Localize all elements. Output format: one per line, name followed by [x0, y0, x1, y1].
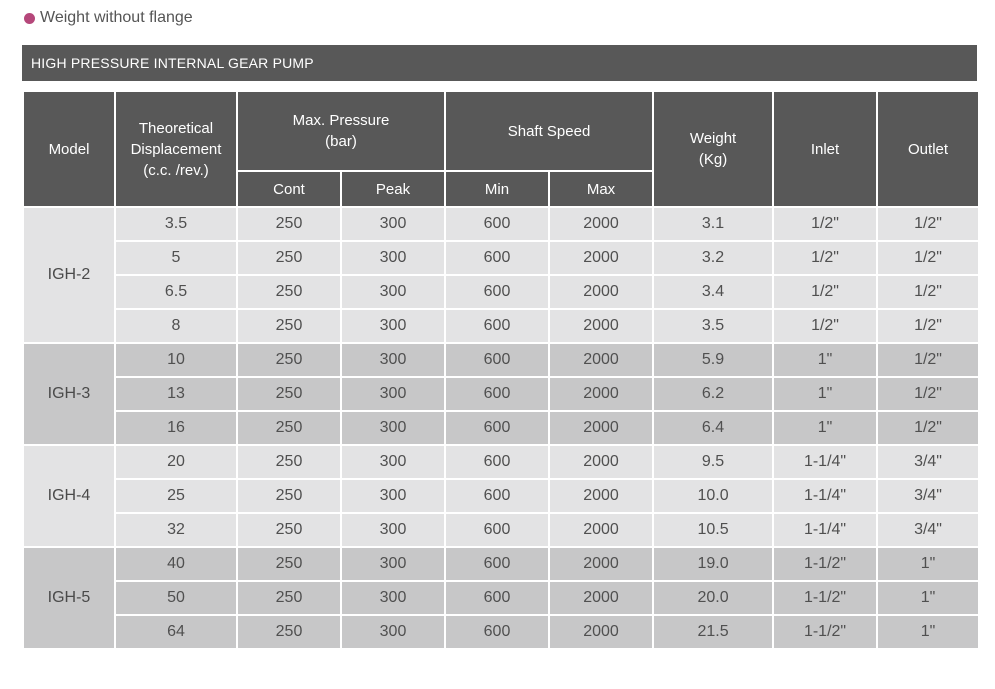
pressure-peak-cell: 300	[341, 343, 445, 377]
pressure-cont-cell: 250	[237, 513, 341, 547]
displacement-cell: 64	[115, 615, 237, 649]
model-cell: IGH-2	[23, 207, 115, 343]
pressure-peak-cell: 300	[341, 547, 445, 581]
inlet-cell: 1-1/2"	[773, 615, 877, 649]
speed-min-cell: 600	[445, 275, 549, 309]
pressure-cont-cell: 250	[237, 275, 341, 309]
displacement-cell: 20	[115, 445, 237, 479]
speed-min-cell: 600	[445, 343, 549, 377]
speed-max-cell: 2000	[549, 275, 653, 309]
inlet-cell: 1-1/2"	[773, 581, 877, 615]
inlet-cell: 1/2"	[773, 207, 877, 241]
inlet-cell: 1"	[773, 343, 877, 377]
table-row	[23, 615, 979, 649]
inlet-cell: 1"	[773, 411, 877, 445]
speed-max-cell: 2000	[549, 615, 653, 649]
inlet-cell: 1/2"	[773, 309, 877, 343]
table-row	[23, 207, 979, 241]
pressure-peak-cell: 300	[341, 581, 445, 615]
model-cell: IGH-5	[23, 547, 115, 649]
pressure-peak-cell: 300	[341, 479, 445, 513]
pressure-cont-cell: 250	[237, 411, 341, 445]
speed-min-cell: 600	[445, 241, 549, 275]
header-shaft-speed: Shaft Speed	[445, 91, 653, 171]
table-row	[23, 411, 979, 445]
inlet-cell: 1"	[773, 377, 877, 411]
displacement-cell: 25	[115, 479, 237, 513]
header-max-pressure: Max. Pressure (bar)	[237, 91, 445, 171]
weight-cell: 6.4	[653, 411, 773, 445]
pressure-peak-cell: 300	[341, 207, 445, 241]
outlet-cell: 3/4"	[877, 513, 979, 547]
speed-min-cell: 600	[445, 411, 549, 445]
inlet-cell: 1-1/4"	[773, 479, 877, 513]
pressure-cont-cell: 250	[237, 547, 341, 581]
table-title-bar	[22, 45, 977, 81]
pressure-cont-cell: 250	[237, 581, 341, 615]
header-inlet: Inlet	[773, 91, 877, 207]
table-row	[23, 479, 979, 513]
model-cell: IGH-3	[23, 343, 115, 445]
model-cell: IGH-4	[23, 445, 115, 547]
header-weight: Weight (Kg)	[653, 91, 773, 207]
speed-max-cell: 2000	[549, 547, 653, 581]
inlet-cell: 1-1/4"	[773, 445, 877, 479]
bullet-dot-icon	[24, 13, 35, 24]
table-row	[23, 275, 979, 309]
inlet-cell: 1-1/4"	[773, 513, 877, 547]
header-outlet: Outlet	[877, 91, 979, 207]
weight-cell: 6.2	[653, 377, 773, 411]
outlet-cell: 1/2"	[877, 275, 979, 309]
speed-min-cell: 600	[445, 445, 549, 479]
speed-max-cell: 2000	[549, 309, 653, 343]
header-displacement: Theoretical Displacement (c.c. /rev.)	[115, 91, 237, 207]
displacement-cell: 13	[115, 377, 237, 411]
pressure-peak-cell: 300	[341, 445, 445, 479]
pressure-cont-cell: 250	[237, 309, 341, 343]
displacement-cell: 5	[115, 241, 237, 275]
outlet-cell: 3/4"	[877, 479, 979, 513]
table-row	[23, 581, 979, 615]
pressure-cont-cell: 250	[237, 615, 341, 649]
weight-cell: 10.0	[653, 479, 773, 513]
weight-cell: 5.9	[653, 343, 773, 377]
displacement-cell: 3.5	[115, 207, 237, 241]
speed-max-cell: 2000	[549, 479, 653, 513]
table-row	[23, 547, 979, 581]
displacement-cell: 50	[115, 581, 237, 615]
table-title: HIGH PRESSURE INTERNAL GEAR PUMP	[31, 55, 314, 71]
header-speed-min: Min	[445, 171, 549, 207]
table-row	[23, 241, 979, 275]
speed-max-cell: 2000	[549, 581, 653, 615]
header-model: Model	[23, 91, 115, 207]
outlet-cell: 1"	[877, 581, 979, 615]
inlet-cell: 1/2"	[773, 275, 877, 309]
pressure-peak-cell: 300	[341, 615, 445, 649]
pressure-peak-cell: 300	[341, 275, 445, 309]
outlet-cell: 1/2"	[877, 411, 979, 445]
header-pressure-peak: Peak	[341, 171, 445, 207]
speed-max-cell: 2000	[549, 377, 653, 411]
speed-min-cell: 600	[445, 615, 549, 649]
displacement-cell: 40	[115, 547, 237, 581]
speed-max-cell: 2000	[549, 207, 653, 241]
weight-cell: 9.5	[653, 445, 773, 479]
pressure-peak-cell: 300	[341, 513, 445, 547]
pressure-peak-cell: 300	[341, 377, 445, 411]
inlet-cell: 1-1/2"	[773, 547, 877, 581]
speed-min-cell: 600	[445, 377, 549, 411]
outlet-cell: 1/2"	[877, 207, 979, 241]
table-row	[23, 377, 979, 411]
outlet-cell: 1/2"	[877, 343, 979, 377]
pressure-cont-cell: 250	[237, 241, 341, 275]
speed-min-cell: 600	[445, 479, 549, 513]
speed-min-cell: 600	[445, 581, 549, 615]
header-speed-max: Max	[549, 171, 653, 207]
outlet-cell: 1"	[877, 615, 979, 649]
weight-note	[24, 9, 193, 27]
speed-min-cell: 600	[445, 207, 549, 241]
outlet-cell: 1/2"	[877, 309, 979, 343]
displacement-cell: 6.5	[115, 275, 237, 309]
displacement-cell: 8	[115, 309, 237, 343]
weight-cell: 3.5	[653, 309, 773, 343]
displacement-cell: 16	[115, 411, 237, 445]
displacement-cell: 32	[115, 513, 237, 547]
table-row	[23, 309, 979, 343]
weight-note-text: Weight without flange	[40, 9, 193, 26]
header-pressure-cont: Cont	[237, 171, 341, 207]
outlet-cell: 3/4"	[877, 445, 979, 479]
pump-spec-table	[22, 90, 980, 650]
pressure-peak-cell: 300	[341, 309, 445, 343]
speed-max-cell: 2000	[549, 343, 653, 377]
pressure-cont-cell: 250	[237, 343, 341, 377]
weight-cell: 3.1	[653, 207, 773, 241]
pressure-cont-cell: 250	[237, 479, 341, 513]
speed-min-cell: 600	[445, 309, 549, 343]
weight-cell: 10.5	[653, 513, 773, 547]
weight-cell: 20.0	[653, 581, 773, 615]
table-row	[23, 343, 979, 377]
speed-max-cell: 2000	[549, 411, 653, 445]
weight-cell: 21.5	[653, 615, 773, 649]
outlet-cell: 1/2"	[877, 241, 979, 275]
speed-min-cell: 600	[445, 513, 549, 547]
pressure-cont-cell: 250	[237, 377, 341, 411]
table-body	[23, 207, 979, 649]
displacement-cell: 10	[115, 343, 237, 377]
pressure-cont-cell: 250	[237, 207, 341, 241]
speed-max-cell: 2000	[549, 445, 653, 479]
pressure-peak-cell: 300	[341, 411, 445, 445]
speed-max-cell: 2000	[549, 241, 653, 275]
outlet-cell: 1"	[877, 547, 979, 581]
table-row	[23, 513, 979, 547]
weight-cell: 3.4	[653, 275, 773, 309]
speed-min-cell: 600	[445, 547, 549, 581]
speed-max-cell: 2000	[549, 513, 653, 547]
table-header	[23, 91, 979, 207]
outlet-cell: 1/2"	[877, 377, 979, 411]
weight-cell: 19.0	[653, 547, 773, 581]
pressure-cont-cell: 250	[237, 445, 341, 479]
weight-cell: 3.2	[653, 241, 773, 275]
table-row	[23, 445, 979, 479]
inlet-cell: 1/2"	[773, 241, 877, 275]
pressure-peak-cell: 300	[341, 241, 445, 275]
